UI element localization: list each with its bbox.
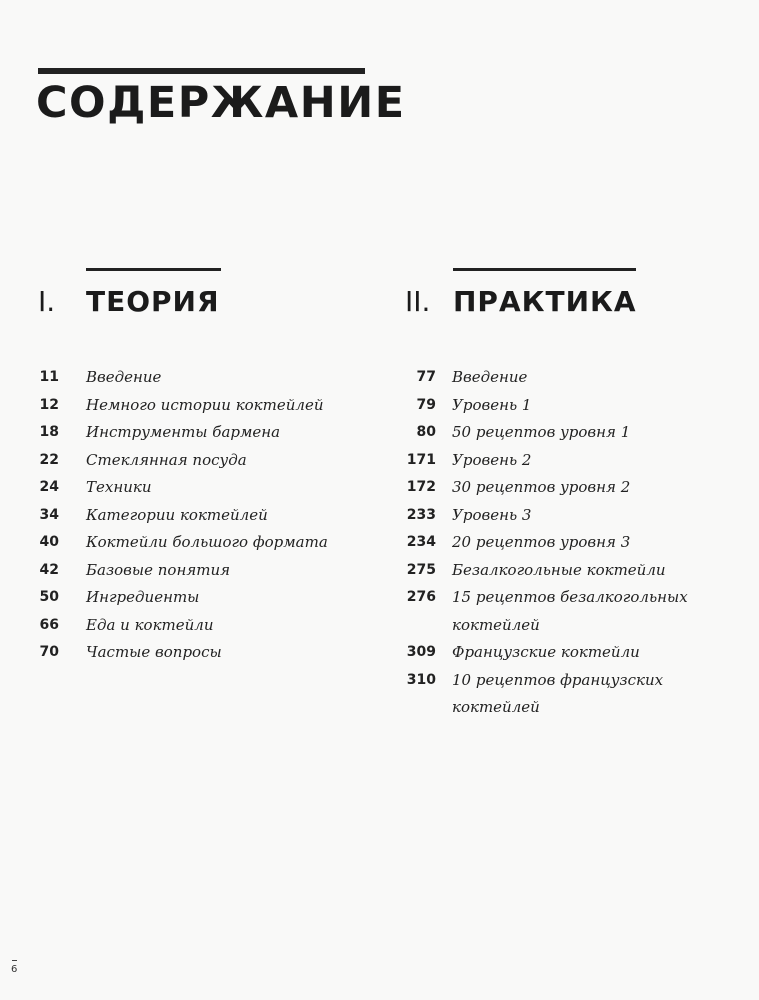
toc-page-number: 24	[39, 479, 59, 495]
toc-entry-label: 15 рецептов безалкогольных коктейлей	[452, 588, 688, 634]
toc-page-number: 234	[406, 534, 436, 550]
toc-entry[interactable]	[405, 447, 692, 475]
toc-page-number: 77	[416, 369, 436, 385]
toc-entry-label: 30 рецептов уровня 2	[452, 478, 631, 496]
folio-mark	[12, 960, 17, 961]
toc-entry[interactable]	[405, 639, 692, 667]
title-rule	[38, 68, 365, 74]
toc-entry[interactable]	[405, 584, 692, 639]
toc-entry-label: 50 рецептов уровня 1	[452, 423, 631, 441]
toc-entry-label: Уровень 2	[452, 450, 532, 469]
toc-entry[interactable]	[38, 419, 328, 447]
section-rule	[453, 268, 636, 271]
toc-page-number: 80	[416, 424, 436, 440]
toc-entry[interactable]	[38, 639, 328, 667]
section-rule	[86, 268, 221, 271]
toc-entry[interactable]	[405, 502, 692, 530]
toc-entry[interactable]	[405, 392, 692, 420]
section-title: ТЕОРИЯ	[86, 285, 220, 318]
toc-entry[interactable]	[405, 364, 692, 392]
toc-entry[interactable]	[38, 364, 328, 392]
section-numeral: I.	[38, 285, 56, 318]
toc-entry-label: Французские коктейли	[452, 643, 640, 661]
toc-entry-label: 10 рецептов французских коктейлей	[452, 670, 664, 716]
toc-entry-label: Введение	[452, 368, 528, 386]
page-number: 6	[11, 964, 18, 975]
toc-page-number: 172	[406, 479, 436, 495]
toc-entry-label: Коктейли большого формата	[86, 533, 328, 551]
toc-entry-label: Категории коктейлей	[86, 505, 268, 524]
toc-page-number: 18	[39, 424, 59, 440]
toc-entry-label: Введение	[86, 368, 162, 386]
toc-page-number: 171	[406, 451, 436, 468]
toc-entry[interactable]	[38, 447, 328, 475]
toc-page-number: 22	[39, 451, 59, 468]
toc-entry-label: Стеклянная посуда	[86, 450, 247, 469]
toc-page-number: 50	[39, 589, 59, 605]
toc-entry[interactable]	[405, 419, 692, 447]
toc-entry[interactable]	[405, 529, 692, 557]
toc-page-number: 66	[39, 616, 59, 633]
toc-entry[interactable]	[405, 474, 692, 502]
toc-page-number: 79	[416, 396, 436, 413]
toc-entry-label: Уровень 3	[452, 505, 532, 524]
toc-list-theory	[38, 364, 328, 667]
toc-entry[interactable]	[38, 502, 328, 530]
toc-entry[interactable]	[38, 529, 328, 557]
toc-page-number: 34	[39, 506, 59, 523]
toc-entry-label: Техники	[86, 478, 152, 496]
toc-page-number: 310	[406, 671, 436, 688]
toc-entry[interactable]	[405, 667, 692, 722]
section-numeral: II.	[405, 285, 431, 318]
toc-entry-label: Инструменты бармена	[86, 423, 281, 441]
toc-page-number: 276	[406, 589, 436, 605]
toc-entry-label: Ингредиенты	[86, 588, 200, 606]
page-title: СОДЕРЖАНИЕ	[36, 78, 406, 128]
toc-list-practice	[405, 364, 692, 722]
toc-page-number: 275	[406, 561, 436, 578]
toc-entry-label: 20 рецептов уровня 3	[452, 533, 631, 551]
toc-entry-label: Безалкогольные коктейли	[452, 560, 666, 579]
toc-page-number: 42	[39, 561, 59, 578]
toc-entry[interactable]	[38, 474, 328, 502]
toc-entry-label: Уровень 1	[452, 395, 532, 414]
toc-entry-label: Частые вопросы	[86, 643, 222, 661]
toc-entry-label: Базовые понятия	[86, 560, 231, 579]
toc-entry[interactable]	[405, 557, 692, 585]
toc-entry[interactable]	[38, 612, 328, 640]
toc-entry[interactable]	[38, 584, 328, 612]
toc-entry-label: Еда и коктейли	[86, 615, 214, 634]
toc-page-number: 233	[406, 506, 436, 523]
toc-page-number: 11	[39, 369, 59, 385]
toc-page-number: 12	[39, 396, 59, 413]
toc-entry[interactable]	[38, 392, 328, 420]
toc-page-number: 70	[39, 644, 59, 660]
toc-page-number: 309	[406, 644, 436, 660]
toc-entry[interactable]	[38, 557, 328, 585]
toc-page-number: 40	[39, 534, 59, 550]
toc-entry-label: Немного истории коктейлей	[86, 395, 324, 414]
section-title: ПРАКТИКА	[453, 285, 637, 318]
